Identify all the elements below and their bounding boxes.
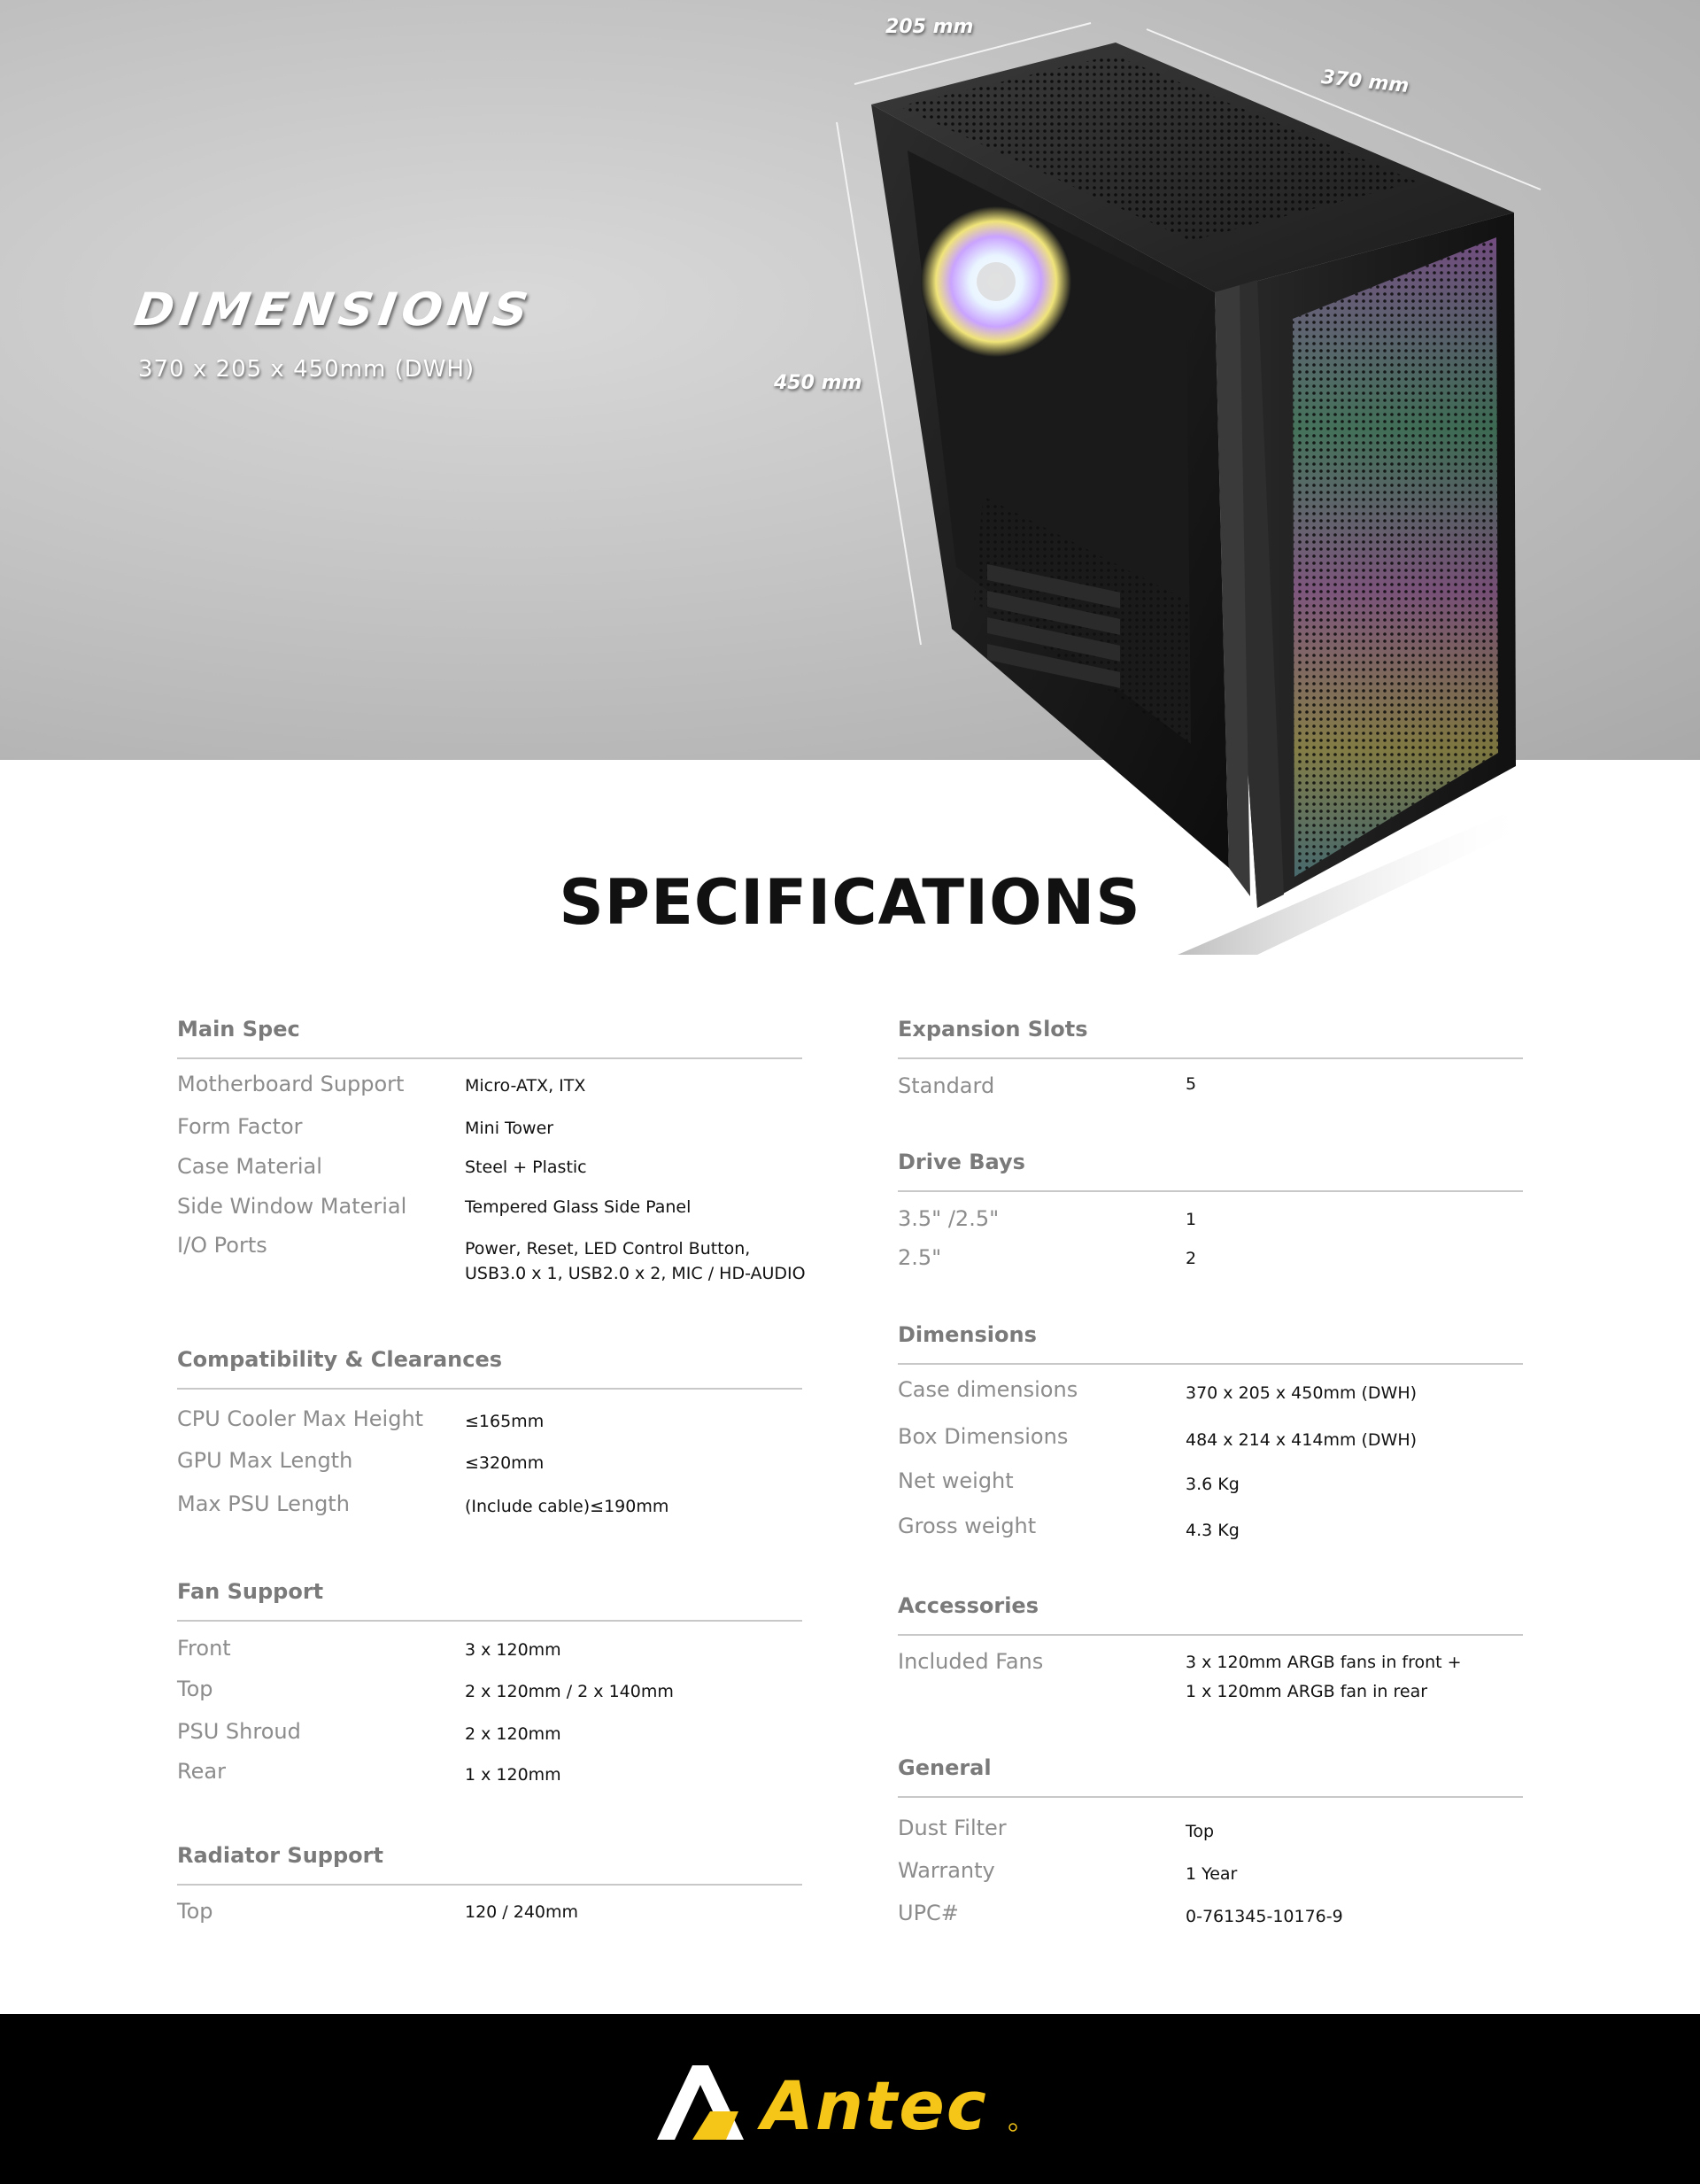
spec-key: Form Factor: [177, 1114, 303, 1139]
spec-group-expansion-slots: [898, 1010, 1523, 1059]
hero-title: DIMENSIONS: [130, 283, 537, 337]
spec-group-title: Dimensions: [898, 1315, 1523, 1365]
spec-value: 2 x 120mm: [465, 1724, 561, 1744]
spec-group-dimensions: [898, 1315, 1523, 1365]
spec-value: 3.6 Kg: [1186, 1475, 1240, 1494]
spec-group-accessories: [898, 1586, 1523, 1636]
spec-value: 5: [1186, 1074, 1197, 1094]
spec-key: Dust Filter: [898, 1816, 1007, 1840]
spec-key: Case Material: [177, 1154, 322, 1179]
spec-value: 1 x 120mm: [465, 1765, 561, 1785]
spec-value: 0-761345-10176-9: [1186, 1907, 1343, 1926]
spec-group-radiator-support: [177, 1836, 802, 1886]
spec-key: Motherboard Support: [177, 1072, 405, 1096]
hero-subtitle: 370 x 205 x 450mm (DWH): [138, 356, 475, 383]
spec-key: CPU Cooler Max Height: [177, 1406, 424, 1431]
spec-value: 4.3 Kg: [1186, 1521, 1240, 1540]
spec-key: Standard: [898, 1073, 995, 1098]
spec-group-fan-support: [177, 1572, 802, 1622]
spec-key: Warranty: [898, 1858, 995, 1883]
spec-key: Gross weight: [898, 1514, 1037, 1538]
spec-key: PSU Shroud: [177, 1719, 301, 1744]
spec-key: Net weight: [898, 1468, 1014, 1493]
spec-key: Max PSU Length: [177, 1491, 350, 1516]
spec-key: Top: [177, 1899, 213, 1924]
spec-key: Included Fans: [898, 1649, 1044, 1674]
depth-dimension-label: 370 mm: [1319, 66, 1410, 98]
spec-group-title: Radiator Support: [177, 1836, 802, 1886]
footer: [0, 2014, 1700, 2184]
spec-value: 2: [1186, 1249, 1197, 1268]
spec-value: 370 x 205 x 450mm (DWH): [1186, 1383, 1418, 1403]
spec-group-title: Main Spec: [177, 1010, 802, 1059]
spec-key: Side Window Material: [177, 1194, 407, 1219]
spec-value: 484 x 214 x 414mm (DWH): [1186, 1430, 1418, 1450]
spec-value: Tempered Glass Side Panel: [465, 1197, 692, 1217]
spec-value: (Include cable)≤190mm: [465, 1497, 669, 1516]
spec-group-title: Accessories: [898, 1586, 1523, 1636]
pc-case-illustration: [0, 0, 1700, 965]
spec-group-main-spec: [177, 1010, 802, 1059]
spec-value: 1 x 120mm ARGB fan in rear: [1186, 1682, 1428, 1701]
spec-value: USB3.0 x 1, USB2.0 x 2, MIC / HD-AUDIO: [465, 1264, 806, 1283]
spec-value: 3 x 120mm ARGB fans in front +: [1186, 1653, 1462, 1672]
spec-group-compatibility: [177, 1340, 802, 1390]
spec-key: Top: [177, 1677, 213, 1701]
spec-value: 1: [1186, 1210, 1197, 1229]
spec-value: Mini Tower: [465, 1119, 554, 1138]
spec-key: Rear: [177, 1759, 226, 1784]
specifications-heading: SPECIFICATIONS: [559, 866, 1141, 939]
spec-key: Box Dimensions: [898, 1424, 1069, 1449]
spec-value: ≤320mm: [465, 1453, 545, 1473]
spec-value: Top: [1186, 1822, 1215, 1841]
svg-text:Antec: Antec: [761, 2066, 988, 2145]
spec-value: 2 x 120mm / 2 x 140mm: [465, 1682, 674, 1701]
height-dimension-label: 450 mm: [774, 372, 862, 394]
width-dimension-label: 205 mm: [885, 16, 974, 38]
spec-group-general: [898, 1748, 1523, 1798]
spec-value: Steel + Plastic: [465, 1158, 587, 1177]
spec-key: Case dimensions: [898, 1377, 1078, 1402]
spec-key: GPU Max Length: [177, 1448, 353, 1473]
antec-logo: [657, 2058, 1029, 2147]
spec-key: 3.5" /2.5": [898, 1206, 1000, 1231]
spec-group-title: Fan Support: [177, 1572, 802, 1622]
spec-group-title: Drive Bays: [898, 1142, 1523, 1192]
spec-key: I/O Ports: [177, 1233, 267, 1258]
spec-group-drive-bays: [898, 1142, 1523, 1192]
spec-value: 1 Year: [1186, 1864, 1238, 1884]
spec-value: ≤165mm: [465, 1412, 545, 1431]
spec-key: UPC#: [898, 1901, 959, 1925]
spec-value: Power, Reset, LED Control Button,: [465, 1239, 751, 1259]
spec-group-title: General: [898, 1748, 1523, 1798]
spec-key: 2.5": [898, 1245, 942, 1270]
spec-value: 120 / 240mm: [465, 1902, 579, 1922]
spec-group-title: Expansion Slots: [898, 1010, 1523, 1059]
spec-key: Front: [177, 1636, 231, 1661]
spec-value: Micro-ATX, ITX: [465, 1076, 586, 1096]
spec-value: 3 x 120mm: [465, 1640, 561, 1660]
spec-group-title: Compatibility & Clearances: [177, 1340, 802, 1390]
